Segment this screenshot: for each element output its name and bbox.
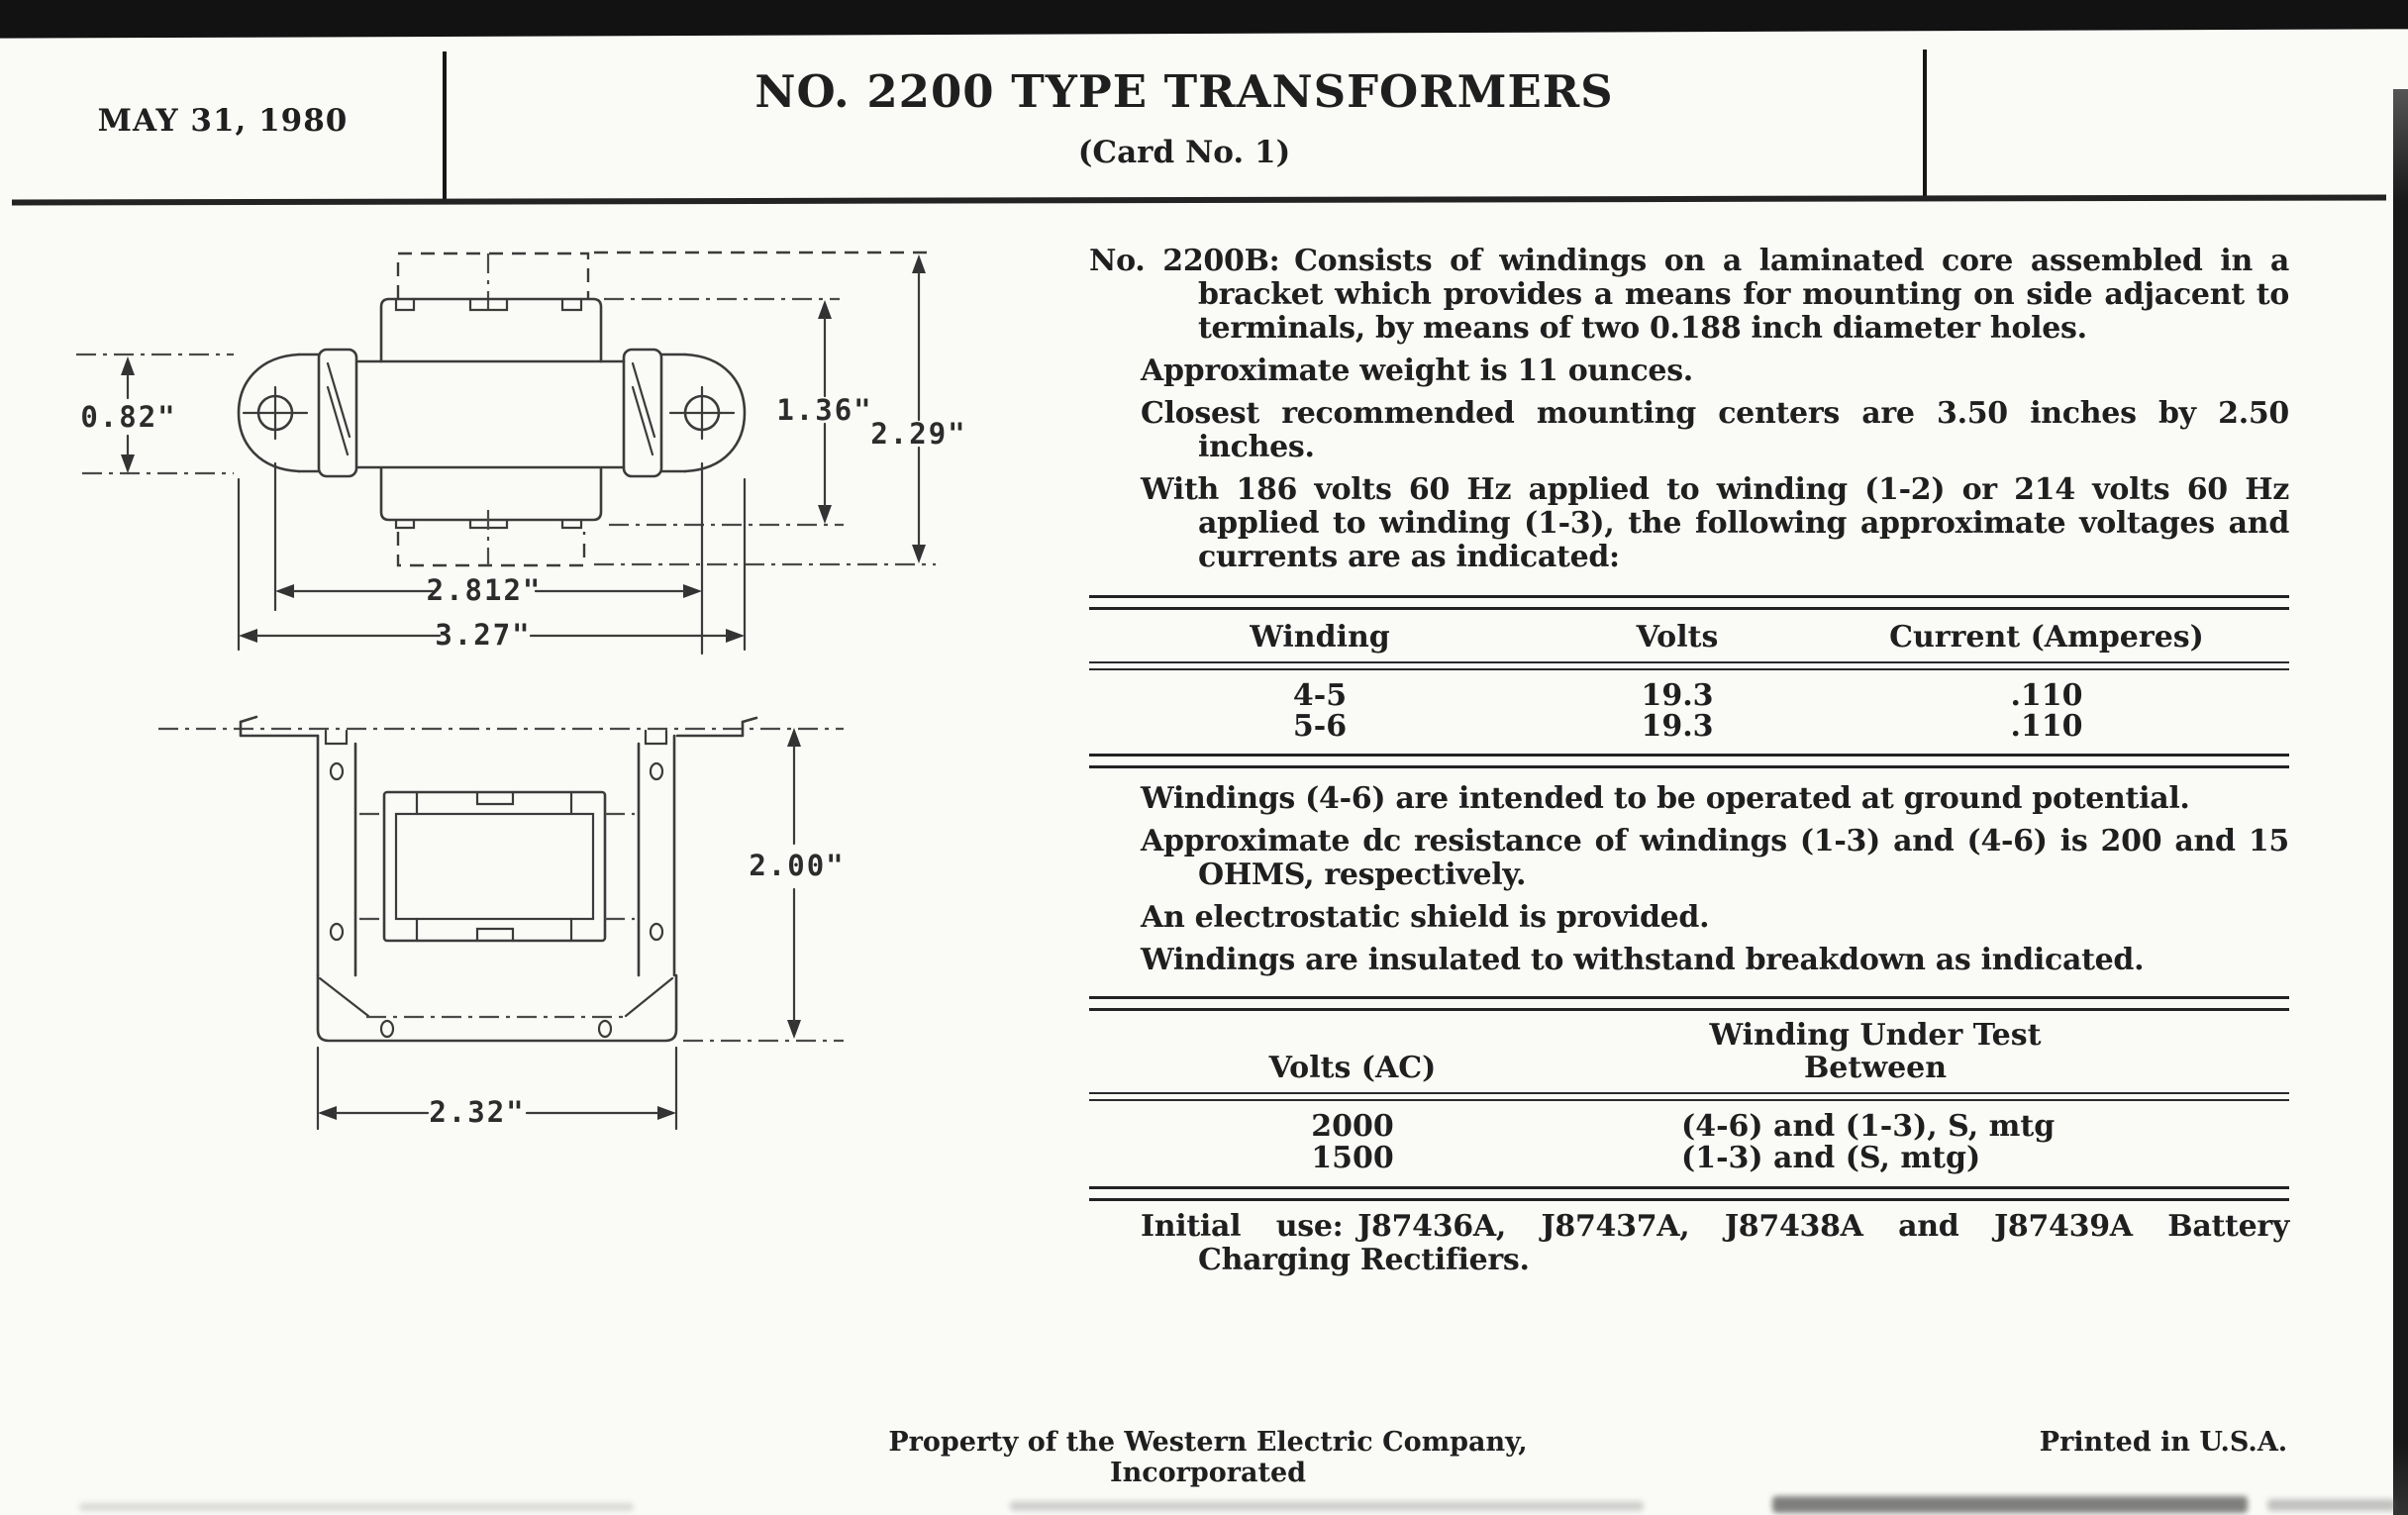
column-header: Volts (AC)	[1268, 1051, 1437, 1085]
description-paragraph: No. 2200B: Consists of windings on a laminated core assembled in a bracket which provides a means for mounting on side adjacent to terminals, by means of two 0.188 inch diameter holes.	[1089, 244, 2289, 346]
column-header	[1616, 1019, 2135, 1084]
footer-property-note: Property of the Western Electric Company, Incorporated	[888, 1427, 1528, 1488]
scan-smudge	[1772, 1496, 2248, 1513]
table-rule	[1089, 661, 2289, 670]
card-subtitle: (Card No. 1)	[1077, 135, 1291, 170]
scan-smudge	[1010, 1501, 1644, 1511]
table-body	[1089, 1101, 2289, 1186]
table-cell: 1500	[1311, 1141, 1394, 1175]
table-rule	[1089, 754, 2289, 768]
table-cell: .110	[2010, 709, 2083, 744]
table-cell: 19.3	[1641, 678, 1714, 713]
table-rule	[1089, 1186, 2289, 1201]
scan-top-black-bar	[0, 0, 2408, 39]
scan-smudge	[2267, 1499, 2396, 1511]
winding-voltage-table	[1089, 595, 2289, 768]
table-cell: (4-6) and (1-3), S, mtg	[1681, 1109, 2056, 1144]
column-header-line: Between	[1803, 1051, 1948, 1085]
dim-label-bracket-height: 2.00"	[749, 849, 846, 882]
footer-printed-note: Printed in U.S.A.	[2039, 1427, 2288, 1458]
initial-use-block	[1089, 1210, 2289, 1286]
dim-label-body-height: 1.36"	[776, 393, 873, 427]
breakdown-test-table	[1089, 996, 2289, 1201]
card-title: NO. 2200 TYPE TRANSFORMERS	[754, 65, 1614, 118]
dim-label-overall-height: 2.29"	[870, 417, 967, 451]
issue-date: MAY 31, 1980	[97, 103, 349, 139]
table-rule	[1089, 1092, 2289, 1101]
note-line: Windings are insulated to withstand breakdown as indicated.	[1141, 943, 2145, 977]
transformer-top-view-drawing	[76, 252, 967, 654]
table-rule	[1089, 996, 2289, 1011]
note-line: An electrostatic shield is provided.	[1141, 900, 1710, 935]
notes-block	[1089, 782, 2289, 986]
scan-smudge	[79, 1503, 634, 1511]
column-header: Volts	[1636, 620, 1719, 655]
column-header: Winding	[1250, 620, 1390, 655]
dim-label-bracket-width: 2.32"	[429, 1095, 526, 1129]
table-cell: .110	[2010, 678, 2083, 713]
transformer-dimension-drawings	[59, 233, 970, 1154]
table-cell: 5-6	[1292, 709, 1348, 744]
note-line: Approximate dc resistance of windings (1-3) and (4-6) is 200 and 15 OHMS, respectively.	[1141, 824, 2289, 892]
description-block	[1089, 245, 2289, 583]
scan-right-edge-strip	[2393, 89, 2408, 1515]
dim-label-hole-span: 2.812"	[426, 573, 543, 607]
note-line: Windings (4-6) are intended to be operated at ground potential.	[1141, 781, 2190, 816]
table-cell: 2000	[1311, 1109, 1394, 1144]
header-rule	[12, 194, 2386, 205]
header-divider-right	[1923, 50, 1927, 199]
transformer-front-view-drawing	[158, 717, 846, 1129]
initial-use-text: Initial use: J87436A, J87437A, J87438A and J87439A Battery Charging Rectifiers.	[1141, 1209, 2289, 1277]
column-header: Current (Amperes)	[1889, 620, 2204, 655]
table-cell: (1-3) and (S, mtg)	[1681, 1141, 1981, 1175]
description-paragraph: Approximate weight is 11 ounces.	[1141, 354, 1693, 388]
table-header-row	[1089, 610, 2289, 661]
dim-label-overall-width: 3.27"	[435, 618, 532, 652]
description-paragraph: With 186 volts 60 Hz applied to winding (1-2) or 214 volts 60 Hz applied to winding (1-3), the following approximate voltages and currents are as indicated:	[1141, 472, 2289, 574]
dim-label-plate-height: 0.82"	[80, 400, 177, 434]
table-header-row	[1089, 1011, 2289, 1092]
table-body	[1089, 670, 2289, 754]
column-header-line: Winding Under Test	[1709, 1018, 2042, 1053]
table-rule	[1089, 595, 2289, 610]
table-cell: 4-5	[1292, 678, 1348, 713]
description-paragraph: Closest recommended mounting centers are 3.50 inches by 2.50 inches.	[1141, 396, 2289, 464]
table-cell: 19.3	[1641, 709, 1714, 744]
